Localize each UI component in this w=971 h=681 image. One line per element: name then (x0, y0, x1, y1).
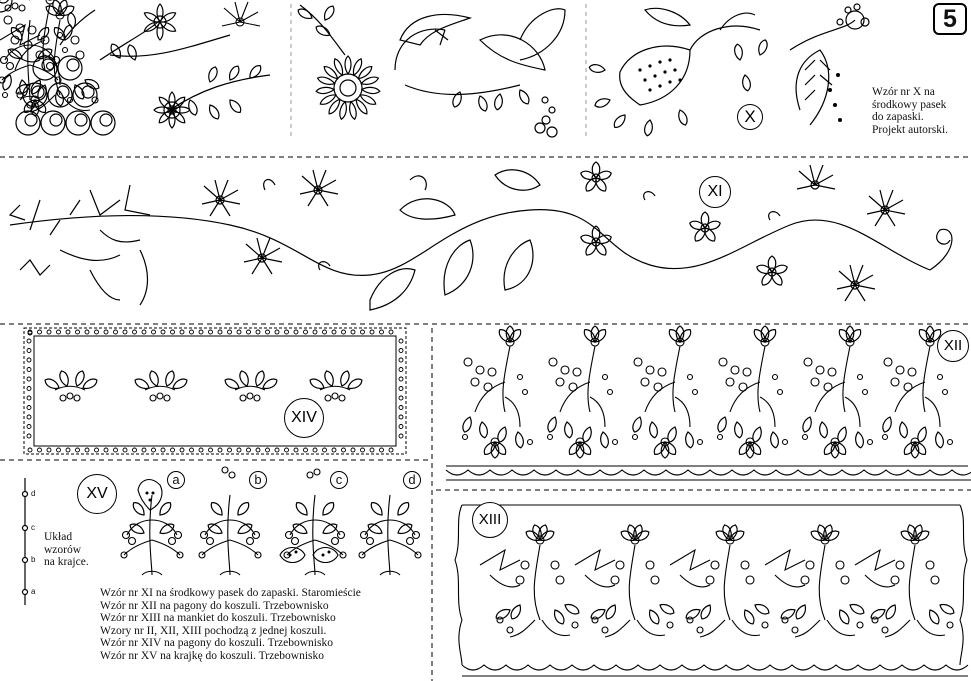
description-line: Wzór nr XII na pagony do koszuli. Trzebownisko (100, 599, 329, 612)
pattern-descriptions (100, 587, 361, 662)
motif-pattern-xiv-panel (24, 328, 406, 454)
description-line: Wzory nr II, XII, XIII pochodzą z jednej koszuli. (100, 624, 327, 637)
pattern-label-xv: XV (77, 474, 117, 514)
pattern-label-xii: XII (937, 330, 969, 362)
description-line: Wzór nr XI na środkowy pasek do zapaski. Staromieście (100, 587, 361, 599)
description-line: Wzór nr XIV na pagony do koszuli. Trzebownisko (100, 637, 333, 649)
motif-pattern-xi-band (10, 162, 952, 310)
note-x-line: środkowy pasek (872, 98, 947, 111)
pattern-xiii-scalloped-edge (462, 665, 968, 676)
edge-tick-c: c (31, 523, 35, 532)
pattern-label-xi: XI (699, 176, 731, 208)
layout-caption-line: wzorów (44, 543, 82, 556)
pattern-label-x: X (737, 104, 763, 130)
description-line: Wzór nr XV na krajkę do koszuli. Trzebownisko (100, 649, 325, 662)
layout-caption (44, 531, 89, 569)
motif-top-left (0, 0, 270, 135)
layout-caption-line: Układ (44, 531, 73, 543)
edge-tick-a: a (31, 587, 36, 596)
variant-label-d: d (403, 471, 421, 489)
motif-pattern-xii-band (1, 0, 968, 466)
pattern-xii-scalloped-edge (446, 470, 971, 480)
variant-label-b: b (249, 471, 267, 489)
variant-label-a: a (167, 471, 185, 489)
pattern-xiv-dot-border (27, 330, 403, 452)
motif-top-middle (296, 4, 565, 137)
pattern-label-xiii: XIII (472, 502, 508, 538)
note-x-line: Wzór nr X na (872, 86, 935, 98)
pattern-label-xiv: XIV (284, 398, 324, 438)
edge-tick-d: d (31, 489, 36, 498)
note-x-line: do zapaski. (872, 111, 924, 123)
edge-tick-b: b (31, 555, 36, 564)
note-pattern-x (872, 86, 948, 136)
motif-pattern-x (589, 4, 869, 136)
note-x-line: Projekt autorski. (872, 123, 949, 136)
page-number: 5 (933, 3, 967, 35)
layout-caption-line: na krajce. (44, 556, 89, 568)
description-line: Wzór nr XIII na mankiet do koszuli. Trzebownisko (100, 612, 336, 624)
edge-layout-diagram (23, 478, 28, 605)
variant-label-c: c (330, 471, 348, 489)
